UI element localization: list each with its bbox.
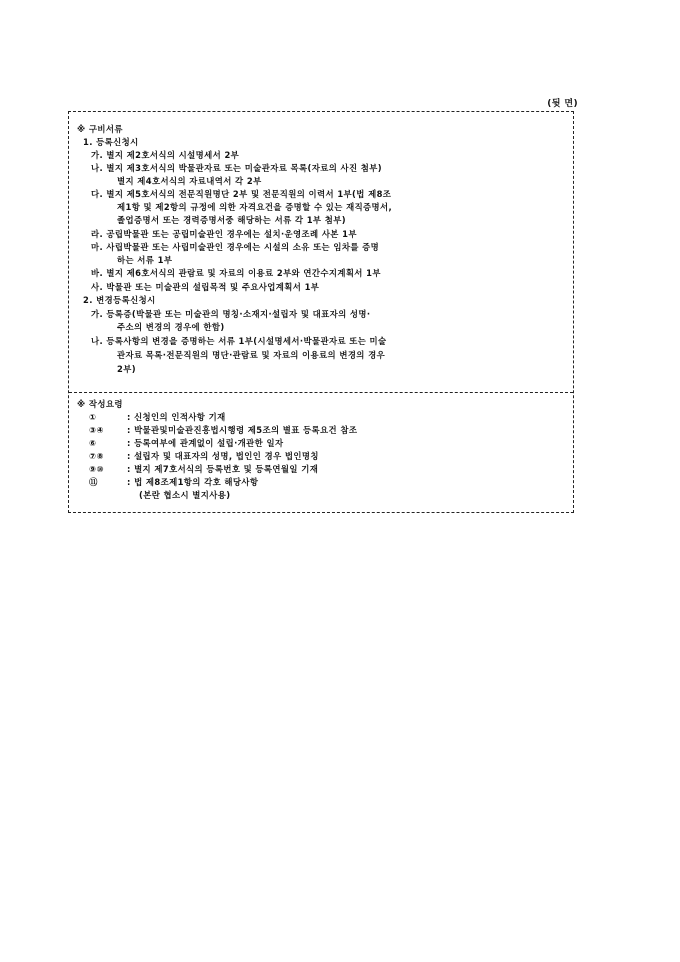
change-item-ga-cont: 주소의 변경의 경우에 한함): [117, 322, 225, 332]
doc-item-na-cont: 별지 제4호서식의 자료내역서 각 2부: [117, 176, 262, 186]
note-symbol: ⑨⑩: [89, 464, 104, 474]
section-divider: [69, 392, 573, 393]
doc-item-da: 다. 별지 제5호서식의 전문직원명단 2부 및 전문직원의 이력서 1부(법 제8조: [91, 189, 392, 199]
note-text: : 설립자 및 대표자의 성명, 법인인 경우 법인명칭: [127, 451, 319, 461]
section-registration-title: 1. 등록신청시: [83, 137, 139, 147]
note-symbol: ⑥: [89, 438, 97, 448]
note-text-cont: (본란 협소시 별지사용): [139, 490, 231, 500]
change-item-na-cont-1: 관자료 목록·전문직원의 명단·관람료 및 자료의 이용료의 변경의 경우: [117, 350, 386, 360]
doc-item-da-cont-1: 제1항 및 제2항의 규정에 의한 자격요건을 증명할 수 있는 재직증명서,: [117, 202, 393, 212]
doc-item-ba: 바. 별지 제6호서식의 관람료 및 자료의 이용료 2부와 연간수지계획서 1부: [91, 268, 381, 278]
note-text: : 박물관및미술관진흥법시행령 제5조의 별표 등록요건 참조: [127, 425, 358, 435]
doc-item-ma-cont: 하는 서류 1부: [117, 255, 173, 265]
section-change-title: 2. 변경등록신청시: [83, 295, 156, 305]
change-item-ga: 가. 등록증(박물관 또는 미술관의 명칭·소재지·설립자 및 대표자의 성명·: [91, 309, 371, 319]
note-symbol: ⑦⑧: [89, 451, 104, 461]
doc-item-ma: 마. 사립박물관 또는 사립미술관인 경우에는 시설의 소유 또는 임차를 증명: [91, 242, 380, 252]
note-symbol: ⑪: [89, 477, 98, 487]
required-docs-heading: ※ 구비서류: [77, 124, 123, 134]
doc-item-da-cont-2: 졸업증명서 또는 경력증명서중 해당하는 서류 각 1부 첨부): [117, 215, 346, 225]
note-text: : 등록여부에 관계없이 설립·개관한 일자: [127, 438, 284, 448]
doc-item-ga: 가. 별지 제2호서식의 시설명세서 2부: [91, 150, 240, 160]
note-text: : 법 제8조제1항의 각호 해당사항: [127, 477, 259, 487]
note-symbol: ③④: [89, 425, 104, 435]
change-item-na-cont-2: 2부): [117, 364, 136, 374]
doc-item-ra: 라. 공립박물관 또는 공립미술관인 경우에는 설치·운영조례 사본 1부: [91, 229, 357, 239]
page-side-label: (뒷 면): [547, 99, 578, 109]
document-box: [68, 111, 574, 513]
doc-item-sa: 사. 박물관 또는 미술관의 설립목적 및 주요사업계획서 1부: [91, 282, 320, 292]
note-text: : 신청인의 인적사항 기재: [127, 412, 226, 422]
change-item-na: 나. 등록사항의 변경을 증명하는 서류 1부(시설명세서·박물관자료 또는 미술: [91, 336, 387, 346]
note-text: : 별지 제7호서식의 등록번호 및 등록연월일 기재: [127, 464, 319, 474]
doc-item-na: 나. 별지 제3호서식의 박물관자료 또는 미술관자료 목록(자료의 사진 첨부): [91, 163, 383, 173]
note-symbol: ①: [89, 412, 97, 422]
writing-guide-heading: ※ 작성요령: [77, 399, 123, 409]
